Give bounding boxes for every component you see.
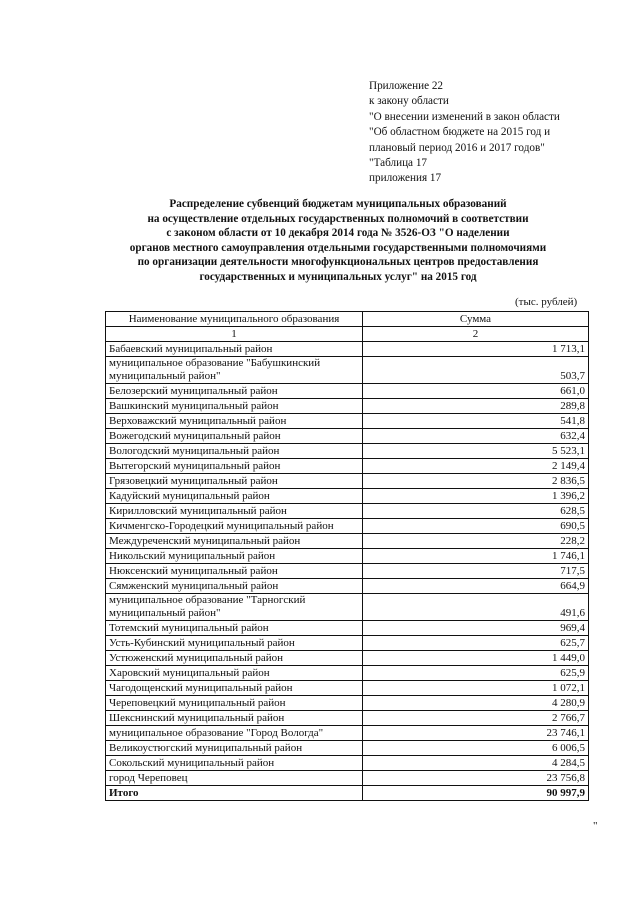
- column-number-row: [106, 327, 589, 342]
- municipality-name: [106, 756, 363, 771]
- appendix-header: [369, 79, 629, 187]
- municipality-name: [106, 711, 363, 726]
- amount-cell: 2 836,5: [363, 474, 589, 489]
- table-row: [106, 384, 589, 399]
- amount-cell: 969,4: [363, 621, 589, 636]
- municipality-name-line: муниципальное образование "Тарногский: [109, 594, 306, 606]
- header-amount: Сумма: [363, 312, 589, 327]
- table-row: [106, 666, 589, 681]
- table-row: [106, 549, 589, 564]
- title-line: органов местного самоуправления отдельными государственными полномочиями: [129, 241, 547, 254]
- municipality-name: [106, 429, 363, 444]
- table-row: [106, 489, 589, 504]
- municipality-name-line: город Череповец: [109, 772, 188, 784]
- municipality-name: [106, 636, 363, 651]
- table-row: [106, 534, 589, 549]
- municipality-name: [106, 342, 363, 357]
- amount-cell: 228,2: [363, 534, 589, 549]
- title-line: на осуществление отдельных государственных полномочий в соответствии: [147, 212, 529, 225]
- municipality-name: [106, 651, 363, 666]
- amount-cell: 1 072,1: [363, 681, 589, 696]
- amount-cell: 625,7: [363, 636, 589, 651]
- total-label: Итого: [106, 786, 363, 801]
- title-line: Распределение субвенций бюджетам муниципальных образований: [169, 198, 507, 210]
- column-number-2: 2: [363, 327, 589, 342]
- municipality-name: [106, 726, 363, 741]
- appendix-line: "О внесении изменений в закон области: [369, 110, 560, 123]
- municipality-name: [106, 534, 363, 549]
- municipality-name: [106, 444, 363, 459]
- amount-cell: 664,9: [363, 579, 589, 594]
- municipality-name-line: Усть-Кубинский муниципальный район: [109, 637, 295, 649]
- table-row: [106, 696, 589, 711]
- table-row: [106, 357, 589, 384]
- table-row: [106, 726, 589, 741]
- amount-cell: 491,6: [363, 594, 589, 621]
- appendix-line: к закону области: [369, 95, 449, 108]
- amount-cell: 1 449,0: [363, 651, 589, 666]
- municipality-name-line: Верховажский муниципальный район: [109, 415, 287, 427]
- amount-cell: 23 756,8: [363, 771, 589, 786]
- municipality-name-line: муниципальное образование "Бабушкинский: [109, 357, 321, 369]
- table-row: [106, 711, 589, 726]
- municipality-name-line: Кадуйский муниципальный район: [109, 490, 270, 502]
- municipality-name: [106, 459, 363, 474]
- table-row: [106, 771, 589, 786]
- total-row: [106, 786, 589, 801]
- table-row: [106, 636, 589, 651]
- municipality-name: [106, 681, 363, 696]
- subsidy-table: [105, 311, 589, 801]
- units-label: (тыс. рублей): [515, 296, 578, 308]
- closing-quote: ": [593, 820, 598, 832]
- municipality-name-line: Никольский муниципальный район: [109, 550, 276, 562]
- amount-cell: 6 006,5: [363, 741, 589, 756]
- table-row: [106, 342, 589, 357]
- amount-cell: 1 746,1: [363, 549, 589, 564]
- table-row: [106, 459, 589, 474]
- appendix-line: "Об областном бюджете на 2015 год и: [369, 126, 551, 139]
- amount-cell: 1 396,2: [363, 489, 589, 504]
- table-row: [106, 504, 589, 519]
- table-row: [106, 594, 589, 621]
- municipality-name: [106, 741, 363, 756]
- table-row: [106, 429, 589, 444]
- municipality-name-line: Вожегодский муниципальный район: [109, 430, 281, 442]
- amount-cell: 4 280,9: [363, 696, 589, 711]
- appendix-line: "Таблица 17: [369, 157, 428, 170]
- column-number-1: 1: [106, 327, 363, 342]
- table-row: [106, 621, 589, 636]
- municipality-name-line: Чагодощенский муниципальный район: [109, 682, 293, 694]
- municipality-name: [106, 519, 363, 534]
- amount-cell: 661,0: [363, 384, 589, 399]
- total-amount: 90 997,9: [363, 786, 589, 801]
- header-municipality: Наименование муниципального образования: [106, 312, 363, 327]
- amount-cell: 625,9: [363, 666, 589, 681]
- municipality-name-line: муниципальное образование "Город Вологда": [109, 727, 324, 739]
- municipality-name-line: Сямженский муниципальный район: [109, 580, 279, 592]
- municipality-name: [106, 489, 363, 504]
- amount-cell: 541,8: [363, 414, 589, 429]
- amount-cell: 503,7: [363, 357, 589, 384]
- municipality-name-line: Устюженский муниципальный район: [109, 652, 284, 664]
- municipality-name-line: муниципальный район": [109, 370, 221, 382]
- amount-cell: 289,8: [363, 399, 589, 414]
- municipality-name: [106, 564, 363, 579]
- municipality-name: [106, 549, 363, 564]
- municipality-name-line: Череповецкий муниципальный район: [109, 697, 286, 709]
- table-row: [106, 399, 589, 414]
- amount-cell: 23 746,1: [363, 726, 589, 741]
- amount-cell: 4 284,5: [363, 756, 589, 771]
- amount-cell: 2 766,7: [363, 711, 589, 726]
- municipality-name-line: Междуреченский муниципальный район: [109, 535, 301, 547]
- municipality-name-line: Нюксенский муниципальный район: [109, 565, 278, 577]
- municipality-name-line: Грязовецкий муниципальный район: [109, 475, 278, 487]
- appendix-line: плановый период 2016 и 2017 годов": [369, 141, 545, 154]
- table-row: [106, 741, 589, 756]
- municipality-name-line: Вытегорский муниципальный район: [109, 460, 281, 472]
- table-row: [106, 519, 589, 534]
- amount-cell: 717,5: [363, 564, 589, 579]
- amount-cell: 1 713,1: [363, 342, 589, 357]
- title-line: по организации деятельности многофункциональных центров предоставления: [137, 256, 539, 269]
- amount-cell: 690,5: [363, 519, 589, 534]
- municipality-name: [106, 414, 363, 429]
- document-title: [90, 197, 586, 285]
- municipality-name: [106, 579, 363, 594]
- municipality-name-line: Шекснинский муниципальный район: [109, 712, 285, 724]
- municipality-name: [106, 504, 363, 519]
- amount-cell: 5 523,1: [363, 444, 589, 459]
- municipality-name: [106, 666, 363, 681]
- municipality-name-line: Тотемский муниципальный район: [109, 622, 269, 634]
- municipality-name-line: Кирилловский муниципальный район: [109, 505, 287, 517]
- municipality-name: [106, 384, 363, 399]
- amount-cell: 628,5: [363, 504, 589, 519]
- table-row: [106, 474, 589, 489]
- municipality-name-line: Белозерский муниципальный район: [109, 385, 278, 397]
- municipality-name: [106, 594, 363, 621]
- table-row: [106, 564, 589, 579]
- municipality-name-line: Вашкинский муниципальный район: [109, 400, 279, 412]
- municipality-name-line: муниципальный район": [109, 607, 221, 619]
- table-row: [106, 756, 589, 771]
- appendix-line: приложения 17: [369, 172, 442, 185]
- municipality-name-line: Кичменгско-Городецкий муниципальный район: [109, 520, 334, 532]
- table-row: [106, 444, 589, 459]
- municipality-name-line: Великоустюгский муниципальный район: [109, 742, 303, 754]
- amount-cell: 2 149,4: [363, 459, 589, 474]
- appendix-line: Приложение 22: [369, 80, 444, 92]
- municipality-name-line: Вологодский муниципальный район: [109, 445, 280, 457]
- title-line: государственных и муниципальных услуг" на 2015 год: [199, 270, 477, 283]
- table-row: [106, 414, 589, 429]
- title-line: с законом области от 10 декабря 2014 года № 3526-ОЗ "О наделении: [166, 227, 510, 240]
- table-row: [106, 579, 589, 594]
- municipality-name: [106, 696, 363, 711]
- municipality-name: [106, 474, 363, 489]
- municipality-name-line: Бабаевский муниципальный район: [109, 343, 273, 355]
- municipality-name: [106, 399, 363, 414]
- amount-cell: 632,4: [363, 429, 589, 444]
- municipality-name-line: Харовский муниципальный район: [109, 667, 270, 679]
- municipality-name: [106, 621, 363, 636]
- table-row: [106, 681, 589, 696]
- table-row: [106, 651, 589, 666]
- municipality-name: [106, 771, 363, 786]
- table-header-row: [106, 312, 589, 327]
- municipality-name-line: Сокольский муниципальный район: [109, 757, 275, 769]
- municipality-name: [106, 357, 363, 384]
